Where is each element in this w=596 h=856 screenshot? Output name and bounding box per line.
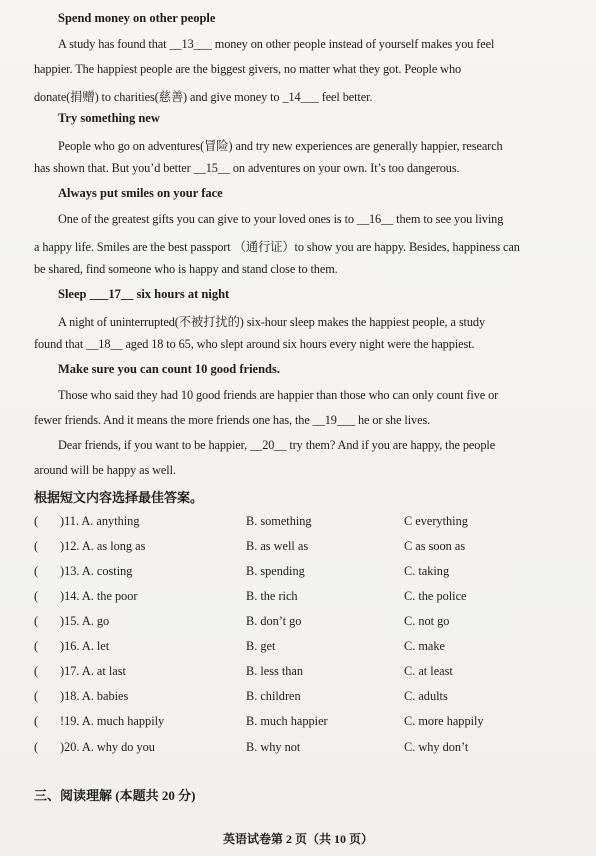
question-row-12 (34, 539, 574, 557)
answer-paren: ( (34, 714, 39, 728)
option-c: C. make (404, 639, 445, 653)
option-c: C. more happily (404, 714, 484, 728)
answer-paren: ( (34, 589, 39, 603)
question-row-18 (34, 689, 574, 707)
instruction-text: 根据短文内容选择最佳答案。 (34, 490, 204, 505)
p1-line-3: donate(捐赠) to charities(慈善) and give money to _14___ feel better. (34, 90, 373, 104)
option-b: B. the rich (246, 589, 298, 603)
section-title-reading: 三、阅读理解 (本题共 20 分) (34, 788, 196, 803)
option-a: )18. A. babies (60, 689, 129, 703)
p6-line-1: Dear friends, if you want to be happier, __20__ try them? And if you are happy, the people (58, 438, 496, 452)
page-footer: 英语试卷第 2 页（共 10 页） (222, 832, 373, 846)
option-b: B. less than (246, 664, 304, 678)
p1-line-2: happier. The happiest people are the biggest givers, no matter what they got. People who (34, 62, 462, 76)
heading-sleep: Sleep ___17__ six hours at night (58, 287, 230, 301)
heading-spend-money: Spend money on other people (58, 11, 216, 25)
p4-line-2: found that __18__ aged 18 to 65, who slept around six hours every night were the happiest. (34, 337, 475, 351)
question-row-11 (34, 514, 574, 532)
option-b: B. why not (246, 740, 301, 754)
option-c: C as soon as (404, 539, 466, 553)
answer-paren: ( (34, 614, 39, 628)
option-c: C. not go (404, 614, 450, 628)
option-a: )17. A. at last (60, 664, 126, 678)
option-a: )12. A. as long as (60, 539, 146, 553)
option-a: )15. A. go (60, 614, 110, 628)
answer-paren: ( (34, 539, 39, 553)
p6-line-2: around will be happy as well. (34, 463, 176, 477)
question-row-20 (34, 740, 574, 758)
answer-paren: ( (34, 639, 39, 653)
heading-smiles: Always put smiles on your face (58, 186, 223, 200)
p2-line-2: has shown that. But you’d better __15__ on adventures on your own. It’s too dangerous. (34, 161, 460, 175)
option-c: C. the police (404, 589, 467, 603)
p4-line-1: A night of uninterrupted(不被打扰的) six-hour sleep makes the happiest people, a study (58, 315, 485, 329)
option-b: B. as well as (246, 539, 309, 553)
p2-line-1: People who go on adventures(冒险) and try new experiences are generally happier, research (58, 139, 503, 153)
p3-line-2: a happy life. Smiles are the best passport （通行证）to show you are happy. Besides, happiness can (34, 240, 520, 254)
option-a: )20. A. why do you (60, 740, 155, 754)
heading-friends: Make sure you can count 10 good friends. (58, 362, 281, 376)
question-row-19 (34, 714, 574, 732)
option-b: B. children (246, 689, 301, 703)
question-row-15 (34, 614, 574, 632)
question-row-14 (34, 589, 574, 607)
option-a: )13. A. costing (60, 564, 133, 578)
p5-line-2: fewer friends. And it means the more friends one has, the __19___ he or she lives. (34, 413, 431, 427)
p3-line-3: be shared, find someone who is happy and stand close to them. (34, 262, 338, 276)
option-a: !19. A. much happily (60, 714, 165, 728)
option-b: B. much happier (246, 714, 328, 728)
option-c: C. taking (404, 564, 450, 578)
option-c: C. adults (404, 689, 448, 703)
option-a: )11. A. anything (60, 514, 140, 528)
answer-paren: ( (34, 514, 39, 528)
option-a: )14. A. the poor (60, 589, 138, 603)
option-a: )16. A. let (60, 639, 110, 653)
heading-try-something-new: Try something new (58, 111, 160, 125)
p5-line-1: Those who said they had 10 good friends are happier than those who can only count five or (58, 388, 499, 402)
p1-line-1: A study has found that __13___ money on other people instead of yourself makes you feel (58, 37, 495, 51)
question-row-13 (34, 564, 574, 582)
option-c: C everything (404, 514, 468, 528)
question-row-17 (34, 664, 574, 682)
p3-line-1: One of the greatest gifts you can give to your loved ones is to __16__ them to see you living (58, 212, 504, 226)
option-b: B. something (246, 514, 312, 528)
option-c: C. why don’t (404, 740, 469, 754)
answer-paren: ( (34, 664, 39, 678)
option-c: C. at least (404, 664, 453, 678)
option-b: B. spending (246, 564, 305, 578)
answer-paren: ( (34, 689, 39, 703)
option-b: B. don’t go (246, 614, 302, 628)
option-b: B. get (246, 639, 276, 653)
answer-paren: ( (34, 740, 39, 754)
answer-paren: ( (34, 564, 39, 578)
question-row-16 (34, 639, 574, 657)
